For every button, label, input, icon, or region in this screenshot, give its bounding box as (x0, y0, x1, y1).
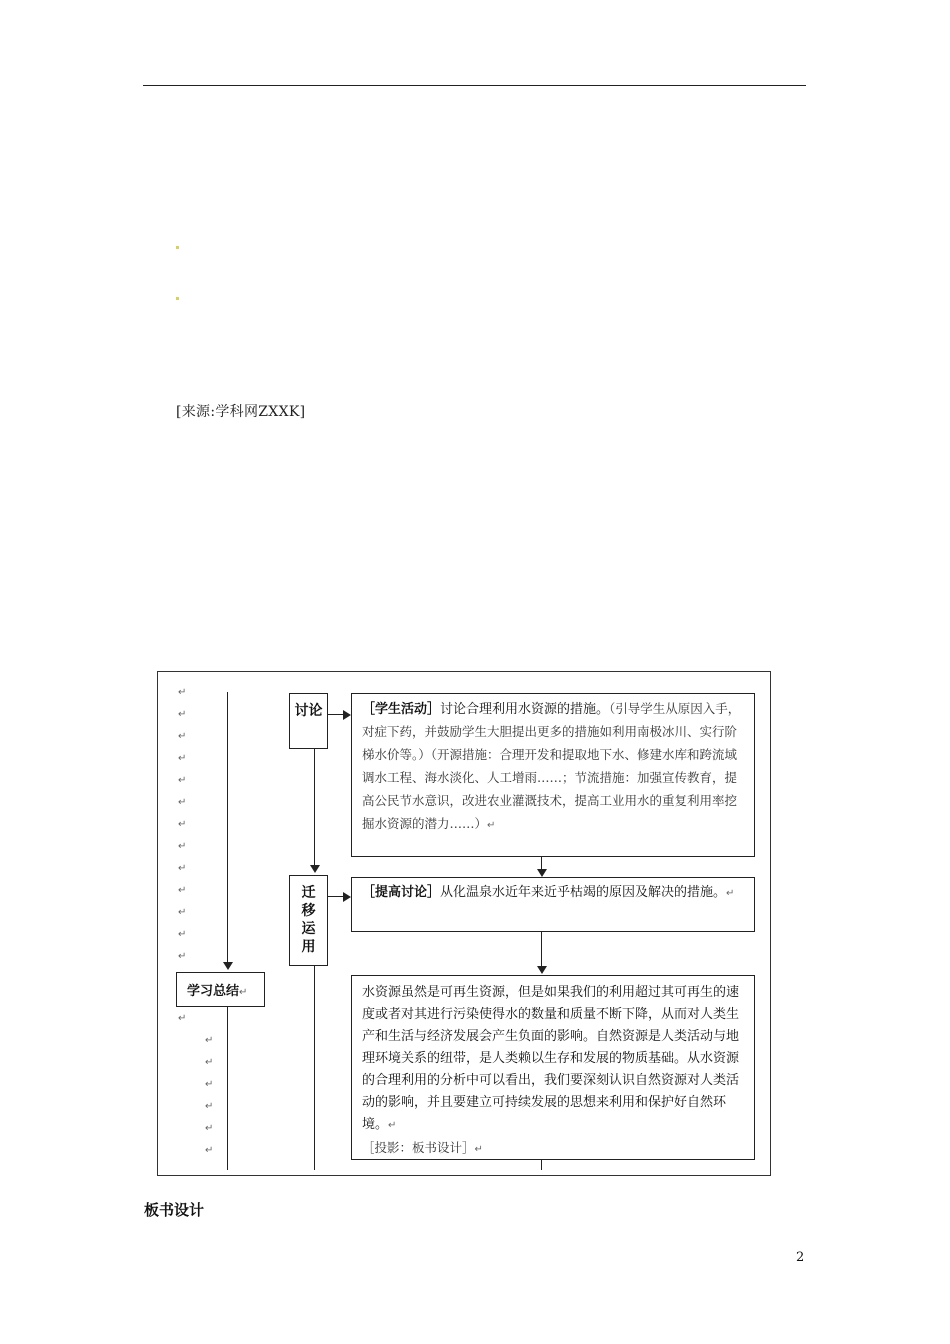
discuss-box (289, 693, 328, 749)
paragraph-mark: ↵ (178, 687, 187, 698)
arrow-down-icon (537, 869, 547, 877)
paragraph-mark: ↵ (178, 841, 187, 852)
bullet-dot (176, 297, 179, 300)
arrow-right-icon (343, 710, 351, 720)
connector-line (227, 1007, 228, 1170)
paragraph-mark: ↵ (487, 820, 496, 831)
paragraph-mark: ↵ (205, 1123, 214, 1134)
connector-line (328, 714, 344, 715)
paragraph-mark: ↵ (178, 819, 187, 830)
connector-line (541, 932, 542, 966)
paragraph-mark: ↵ (178, 753, 187, 764)
improved-discussion-text: 从化温泉水近年来近乎枯竭的原因及解决的措施。 (440, 885, 727, 900)
header-rule (143, 85, 806, 86)
conclusion-box (351, 975, 755, 1160)
paragraph-mark: ↵ (178, 863, 187, 874)
connector-line (314, 749, 315, 865)
transfer-label: 迁移运用 (301, 885, 316, 955)
connector-line (541, 857, 542, 869)
paragraph-mark: ↵ (178, 797, 187, 808)
connector-line (314, 966, 315, 1170)
paragraph-mark: ↵ (178, 1013, 187, 1024)
arrow-right-icon (343, 892, 351, 902)
arrow-down-icon (537, 966, 547, 974)
paragraph-mark: ↵ (474, 1144, 483, 1155)
student-activity-lead: 讨论合理利用水资源的措施。 (440, 702, 610, 717)
arrow-down-icon (223, 962, 233, 970)
paragraph-mark: ↵ (205, 1101, 214, 1112)
improved-discussion-tag: ［提高讨论］ (362, 885, 441, 900)
paragraph-mark: ↵ (178, 885, 187, 896)
paragraph-mark: ↵ (205, 1079, 214, 1090)
connector-line (541, 1160, 542, 1170)
paragraph-mark: ↵ (178, 929, 187, 940)
paragraph-mark: ↵ (205, 1035, 214, 1046)
projection-note: ［投影：板书设计］ (362, 1140, 475, 1155)
summary-label: 学习总结 (187, 984, 240, 999)
paragraph-mark: ↵ (178, 709, 187, 720)
paragraph-mark: ↵ (726, 888, 735, 899)
summary-box (176, 972, 265, 1007)
paragraph-mark: ↵ (388, 1120, 397, 1131)
improved-discussion-box (351, 877, 755, 932)
page-number: 2 (796, 1250, 805, 1265)
student-activity-tag: ［学生活动］ (362, 702, 441, 717)
student-activity-box (351, 693, 755, 857)
discuss-label: 讨论 (294, 703, 323, 719)
bullet-dot (176, 246, 179, 249)
paragraph-mark: ↵ (178, 731, 187, 742)
paragraph-mark: ↵ (178, 775, 187, 786)
student-activity-body: （引导学生从原因入手，对症下药，并鼓励学生大胆提出更多的措施如利用南极冰川、实行阶梯水价等。）（开源措施：合理开发和提取地下水、修建水库和跨流域调水工程、海水淡化、人工增雨……；节流措施：加强宣传教育，提高公民节水意识，改进农业灌溉技术，提高工业用水的重复利用率挖掘水资源的潜力……） (362, 701, 741, 831)
transfer-box (289, 875, 328, 966)
connector-line (328, 896, 344, 897)
section-title: 板书设计 (144, 1201, 205, 1219)
conclusion-text: 水资源虽然是可再生资源，但是如果我们的利用超过其可再生的速度或者对其进行污染使得水的数量和质量不断下降，从而对人类生产和生活与经济发展会产生负面的影响。自然资源是人类活动与地理环境关系的纽带，是人类赖以生存和发展的物质基础。从水资源的合理利用的分析中可以看出，我们要深刻认识自然资源对人类活动的影响，并且要建立可持续发展的思想来利用和保护好自然环境。 (362, 985, 740, 1132)
paragraph-mark: ↵ (239, 987, 248, 998)
paragraph-mark: ↵ (205, 1145, 214, 1156)
paragraph-mark: ↵ (178, 951, 187, 962)
source-note: [来源:学科网ZXXK] (176, 404, 306, 420)
connector-line (227, 692, 228, 962)
paragraph-mark: ↵ (178, 907, 187, 918)
arrow-down-icon (310, 865, 320, 873)
paragraph-mark: ↵ (205, 1057, 214, 1068)
